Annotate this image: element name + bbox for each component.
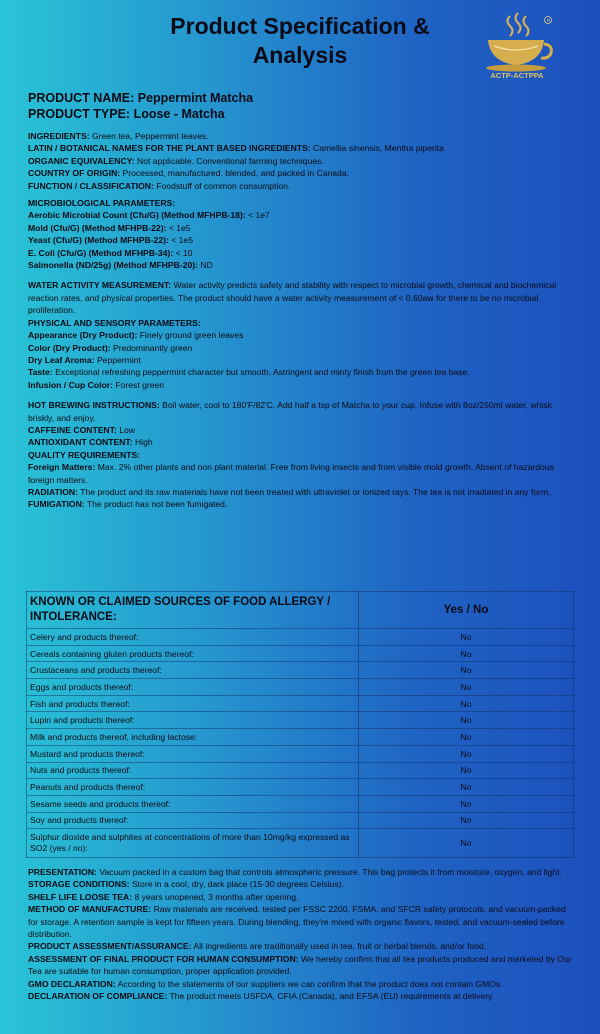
micro-line: E. Coli (Cfu/G) (Method MFHPB-34): < 10 (28, 247, 193, 258)
brewing-line: CAFFEINE CONTENT: Low (28, 424, 135, 435)
page-title (130, 12, 470, 70)
micro-line: Salmonella (ND/25g) (Method MFHPB-20): ND (28, 260, 213, 271)
micro-line: Mold (Cfu/G) (Method MFHPB-22): < 1e5 (28, 222, 191, 233)
spec-line: COUNTRY OF ORIGIN: Processed, manufactured, blended, and packed in Canada. (28, 168, 350, 179)
product-type-value: Loose - Matcha (133, 107, 225, 121)
sensory-section (28, 317, 576, 391)
product-type-label: PRODUCT TYPE: (28, 107, 131, 121)
spec-line: LATIN / BOTANICAL NAMES FOR THE PLANT BASED INGREDIENTS: Camellia sinensis, Mentha piperita (28, 143, 444, 154)
table-row: Sesame seeds and products thereof: No (27, 795, 574, 812)
footer-line: PRODUCT ASSESSMENT/ASSURANCE: All ingredients are traditionally used in tea, fruit or herbal blends, and/or food. (28, 941, 487, 952)
footer-line: SHELF LIFE LOOSE TEA: 8 years unopened, 3 months after opening. (28, 891, 299, 902)
table-row: Mustard and products thereof: No (27, 745, 574, 762)
table-row: Fish and products thereof: No (27, 695, 574, 712)
table-row: Nuts and products thereof: No (27, 762, 574, 779)
table-row: Soy and products thereof: No (27, 812, 574, 829)
spec-list (28, 130, 576, 192)
table-header-row (27, 592, 574, 629)
water-activity: WATER ACTIVITY MEASUREMENT: Water activity predicts safety and stability with respect to microbial growth, chemical and biochemical reaction rates, and physical properties. The product should have a water activity measurement of < 0.60aw for there to be no microbial proliferation. (28, 280, 557, 316)
sensory-line: Taste: Exceptional refreshing peppermint character but smooth. Astringent and minty finish from the green tea base. (28, 367, 470, 378)
table-row: Sulphur dioxide and sulphites at concentrations of more than 10mg/kg expressed as SO2 (yes / no): No (27, 829, 574, 858)
product-name-value: Peppermint Matcha (137, 91, 254, 105)
sensory-line: Color (Dry Product): Predominantly green (28, 342, 193, 353)
product-type-line (28, 106, 576, 122)
section-heading: PHYSICAL AND SENSORY PARAMETERS: (28, 317, 201, 328)
tea-cup-logo (478, 10, 556, 82)
svg-text:R: R (547, 18, 551, 23)
brewing-section (28, 399, 576, 511)
allergy-header: KNOWN OR CLAIMED SOURCES OF FOOD ALLERGY / INTOLERANCE: (27, 592, 359, 629)
brewing-line: RADIATION: The product and its raw materials have not been treated with ultraviolet or ionized rays. The tea is not irradiated in any form. (28, 486, 551, 497)
micro-line: Aerobic Microbial Count (Cfu/G) (Method MFHPB-18): < 1e7 (28, 210, 270, 221)
sensory-line: Infusion / Cup Color: Forest green (28, 379, 165, 390)
spec-line: FUNCTION / CLASSIFICATION: Foodstuff of common consumption. (28, 180, 291, 191)
sensory-line: Appearance (Dry Product): Finely ground green leaves (28, 330, 244, 341)
sensory-line: Dry Leaf Aroma: Peppermint (28, 354, 141, 365)
product-name-line (28, 90, 576, 106)
title-line-1: Product Specification & (170, 13, 430, 39)
table-row: Peanuts and products thereof: No (27, 779, 574, 796)
brewing-line: Foreign Matters: Max. 2% other plants and non plant material. Free from living insects and from visible mold growth. Absent of hazardous foreign matters. (28, 462, 554, 485)
footer-line: DECLARATION OF COMPLIANCE: The product meets USFDA, CFIA (Canada), and EFSA (EU) requirements at delivery. (28, 991, 495, 1002)
yes-no-header: Yes / No (359, 592, 574, 629)
logo-text: ACTP-ACTPPA (490, 71, 544, 80)
table-row: Milk and products thereof, including lactose: No (27, 729, 574, 746)
micro-line: Yeast (Cfu/G) (Method MFHPB-22): < 1e5 (28, 235, 193, 246)
section-heading: MICROBIOLOGICAL PARAMETERS: (28, 198, 176, 209)
footer-line: GMO DECLARATION: According to the statements of our suppliers we can confirm that the product does not contain GMOs. (28, 978, 503, 989)
spec-content (28, 90, 576, 511)
table-row: Eggs and products thereof: No (27, 679, 574, 696)
footer-line: METHOD OF MANUFACTURE: Raw materials are received, tested per FSSC 2200, FSMA, and SFCR safety protocols, and vacuum-packed for storage. A retention sample is kept for fifteen years. During blending, they're mixed with organic flavors, tested, and vacuum-sealed before distribution. (28, 904, 566, 940)
table-row: Cereals containing gluten products thereof: No (27, 645, 574, 662)
brewing-line: HOT BREWING INSTRUCTIONS: Boil water, cool to 180'F/82'C. Add half a tsp of Matcha to your cup. Infuse with 8oz/250ml water, whisk briskly, and enjoy. (28, 400, 552, 423)
footer-line: ASSESSMENT OF FINAL PRODUCT FOR HUMAN CONSUMPTION: We hereby confirm that all tea products produced and marketed by Our Tea are suitable for human consumption, proper application provided. (28, 953, 572, 977)
brewing-line: ANTIOXIDANT CONTENT: High (28, 437, 153, 448)
microbiological-section (28, 197, 576, 271)
footer-line: PRESENTATION: Vacuum packed in a custom bag that controls atmospheric pressure. This bag protects it from moisture, oxygen, and light. (28, 867, 562, 877)
spec-line: INGREDIENTS: Green tea, Peppermint leaves. (28, 131, 209, 141)
title-line-2: Analysis (252, 42, 348, 68)
section-heading: QUALITY REQUIREMENTS: (28, 449, 141, 460)
product-name-label: PRODUCT NAME: (28, 91, 135, 105)
table-row: Crustaceans and products thereof: No (27, 662, 574, 679)
footer-section (28, 866, 576, 1002)
footer-line: STORAGE CONDITIONS: Store in a cool, dry, dark place (15-30 degrees Celsius). (28, 879, 344, 890)
allergy-table (26, 591, 574, 858)
brewing-line: FUMIGATION: The product has not been fumigated. (28, 499, 228, 510)
table-row: Celery and products thereof: No (27, 629, 574, 646)
table-row: Lupin and products thereof: No (27, 712, 574, 729)
spec-line: ORGANIC EQUIVALENCY: Not applicable. Conventional farming techniques. (28, 155, 324, 166)
